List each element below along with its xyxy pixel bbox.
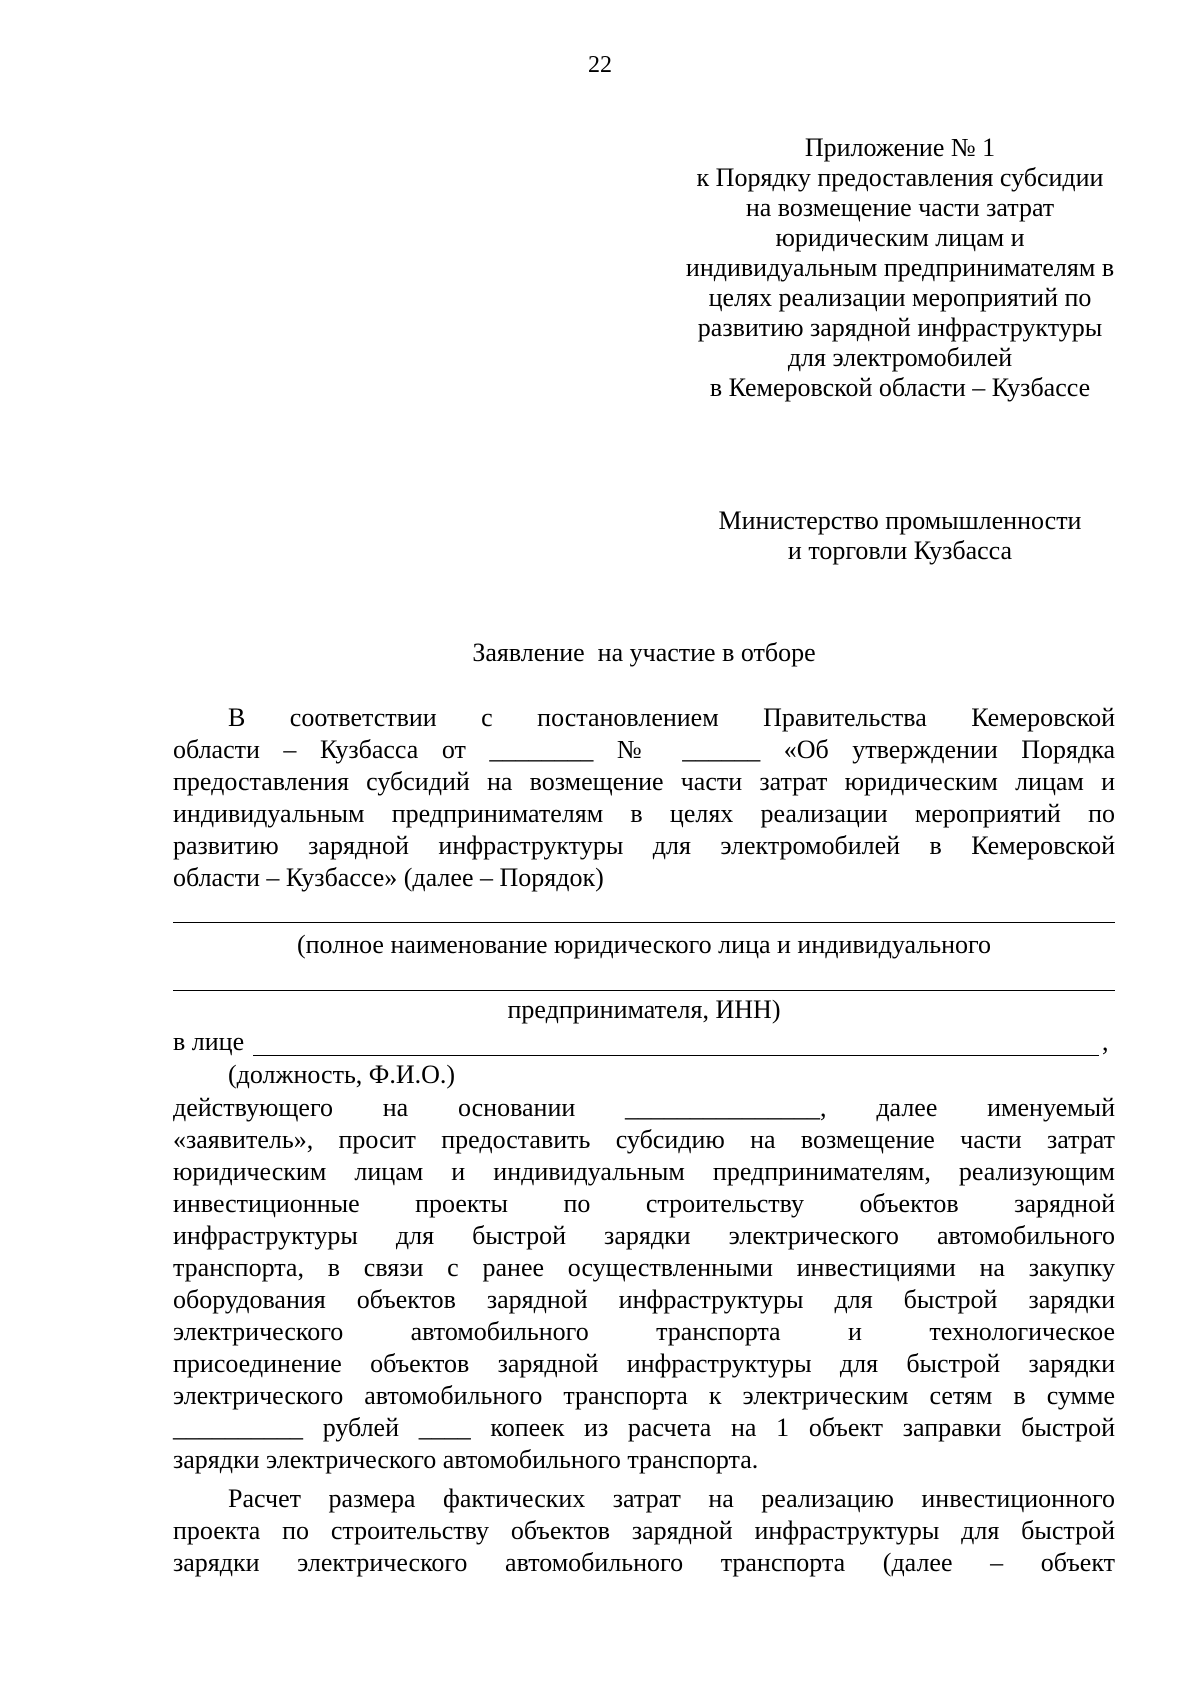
- appendix-line: целях реализации мероприятий по: [708, 283, 1092, 312]
- in-person-label: в лице: [173, 1027, 245, 1056]
- fill-line-organization-cont: [173, 990, 1115, 991]
- position-caption: (должность, Ф.И.О.): [228, 1060, 456, 1089]
- text-line: электрического автомобильного транспорта к электрическим сетям в сумме: [173, 1381, 1115, 1410]
- text-line: проекта по строительству объектов зарядной инфраструктуры для быстрой: [173, 1516, 1115, 1545]
- document-title: Заявление на участие в отборе: [472, 638, 816, 667]
- text-line: области – Кузбассе» (далее – Порядок): [173, 863, 604, 892]
- fill-caption: предпринимателя, ИНН): [507, 995, 781, 1024]
- text-line: инфраструктуры для быстрой зарядки электрического автомобильного: [173, 1221, 1115, 1250]
- text-line: действующего на основании _______________, далее именуемый: [173, 1093, 1115, 1122]
- text-line: зарядки электрического автомобильного транспорта.: [173, 1445, 759, 1474]
- text-line: развитию зарядной инфраструктуры для электромобилей в Кемеровской: [173, 831, 1115, 860]
- fill-caption: (полное наименование юридического лица и индивидуального: [296, 930, 992, 959]
- text-line: инвестиционные проекты по строительству объектов зарядной: [173, 1189, 1115, 1218]
- text-line: оборудования объектов зарядной инфраструктуры для быстрой зарядки: [173, 1285, 1115, 1314]
- text-line: «заявитель», просит предоставить субсидию на возмещение части затрат: [173, 1125, 1115, 1154]
- text-line: предоставления субсидий на возмещение части затрат юридическим лицам и: [173, 767, 1115, 796]
- appendix-line: на возмещение части затрат: [745, 193, 1055, 222]
- addressee-block: [600, 506, 1200, 566]
- appendix-line: для электромобилей: [787, 343, 1013, 372]
- appendix-line: развитию зарядной инфраструктуры: [697, 313, 1103, 342]
- text-line: присоединение объектов зарядной инфраструктуры для быстрой зарядки: [173, 1349, 1115, 1378]
- text-line: области – Кузбасса от ________ № ______ «Об утверждении Порядка: [173, 735, 1115, 764]
- addressee-line: и торговли Кузбасса: [787, 536, 1013, 565]
- page-number: 22: [588, 52, 612, 78]
- appendix-block: [600, 133, 1200, 403]
- appendix-line: к Порядку предоставления субсидии: [696, 163, 1104, 192]
- text-line: В соответствии с постановлением Правительства Кемеровской: [228, 703, 1115, 732]
- in-person-comma: ,: [1102, 1027, 1109, 1056]
- text-line: электрического автомобильного транспорта и технологическое: [173, 1317, 1115, 1346]
- text-line: транспорта, в связи с ранее осуществленными инвестициями на закупку: [173, 1253, 1115, 1282]
- appendix-line: Приложение № 1: [804, 133, 996, 162]
- text-line: индивидуальным предпринимателям в целях реализации мероприятий по: [173, 799, 1115, 828]
- text-line: __________ рублей ____ копеек из расчета на 1 объект заправки быстрой: [173, 1413, 1115, 1442]
- text-line: зарядки электрического автомобильного транспорта (далее – объект: [173, 1548, 1115, 1577]
- text-line: юридическим лицам и индивидуальным предпринимателям, реализующим: [173, 1157, 1115, 1186]
- appendix-line: в Кемеровской области – Кузбассе: [709, 373, 1091, 402]
- appendix-line: юридическим лицам и: [775, 223, 1025, 252]
- fill-line-person: [253, 1055, 1099, 1056]
- text-line: Расчет размера фактических затрат на реализацию инвестиционного: [228, 1484, 1115, 1513]
- fill-line-organization: [173, 922, 1115, 923]
- addressee-line: Министерство промышленности: [718, 506, 1082, 535]
- appendix-line: индивидуальным предпринимателям в: [685, 253, 1115, 282]
